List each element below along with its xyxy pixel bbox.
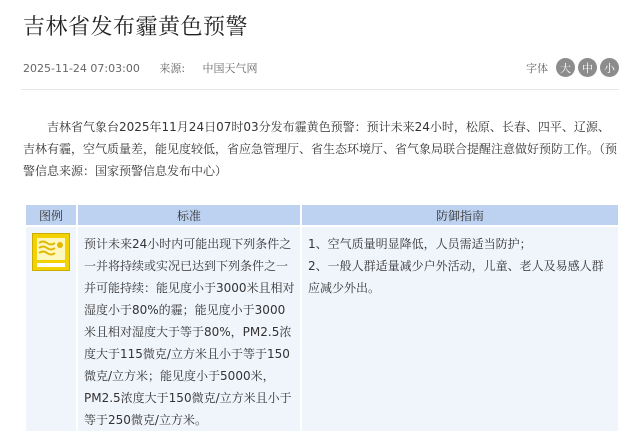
header-guidance: 防御指南 [301,204,619,226]
article-body: 吉林省气象台2025年11月24日07时03分发布霾黄色预警：预计未来24小时，松原、长春、四平、辽源、吉林有霾，空气质量差，能见度较低，省应急管理厅、省生态环境厅、省气象局联合提醒注意做好预防工作。（预警信息来源：国家预警信息发布中心） [23,120,618,178]
table-header-row [25,204,619,226]
font-small-button[interactable]: 小 [600,58,619,77]
source-label: 来源: [159,62,186,75]
guidance-item: 2、一般人群适量减少户外活动，儿童、老人及易感人群应减少外出。 [308,259,604,295]
haze-yellow-warning-icon [32,233,70,271]
font-size-label: 字体 [526,61,548,75]
font-large-button[interactable]: 大 [556,58,575,77]
standard-text: 预计未来24小时内可能出现下列条件之一并将持续或实况已达到下列条件之一并可能持续：能见度小于3000米且相对湿度小于80%的霾；能见度小于3000米且相对湿度大于等于80%，PM2.5浓度大于115微克/立方米且小于等于150微克/立方米；能见度小于5000米，PM2.5浓度大于150微克/立方米且小于等于250微克/立方米。 [84,237,295,427]
publish-datetime: 2025-11-24 07:03:00 [23,62,140,75]
table-row [25,226,619,432]
guidance-cell [301,226,619,432]
article-meta [23,60,258,76]
header-legend: 图例 [25,204,77,226]
standard-cell [77,226,301,432]
header-standard: 标准 [77,204,301,226]
warning-guide-table [24,203,620,433]
legend-cell [25,226,77,432]
font-medium-button[interactable]: 中 [578,58,597,77]
guidance-item: 1、空气质量明显降低，人员需适当防护； [308,237,532,251]
page-title: 吉林省发布霾黄色预警 [23,15,249,40]
divider [21,89,619,90]
source-name: 中国天气网 [202,62,258,75]
font-size-controls [526,58,619,77]
